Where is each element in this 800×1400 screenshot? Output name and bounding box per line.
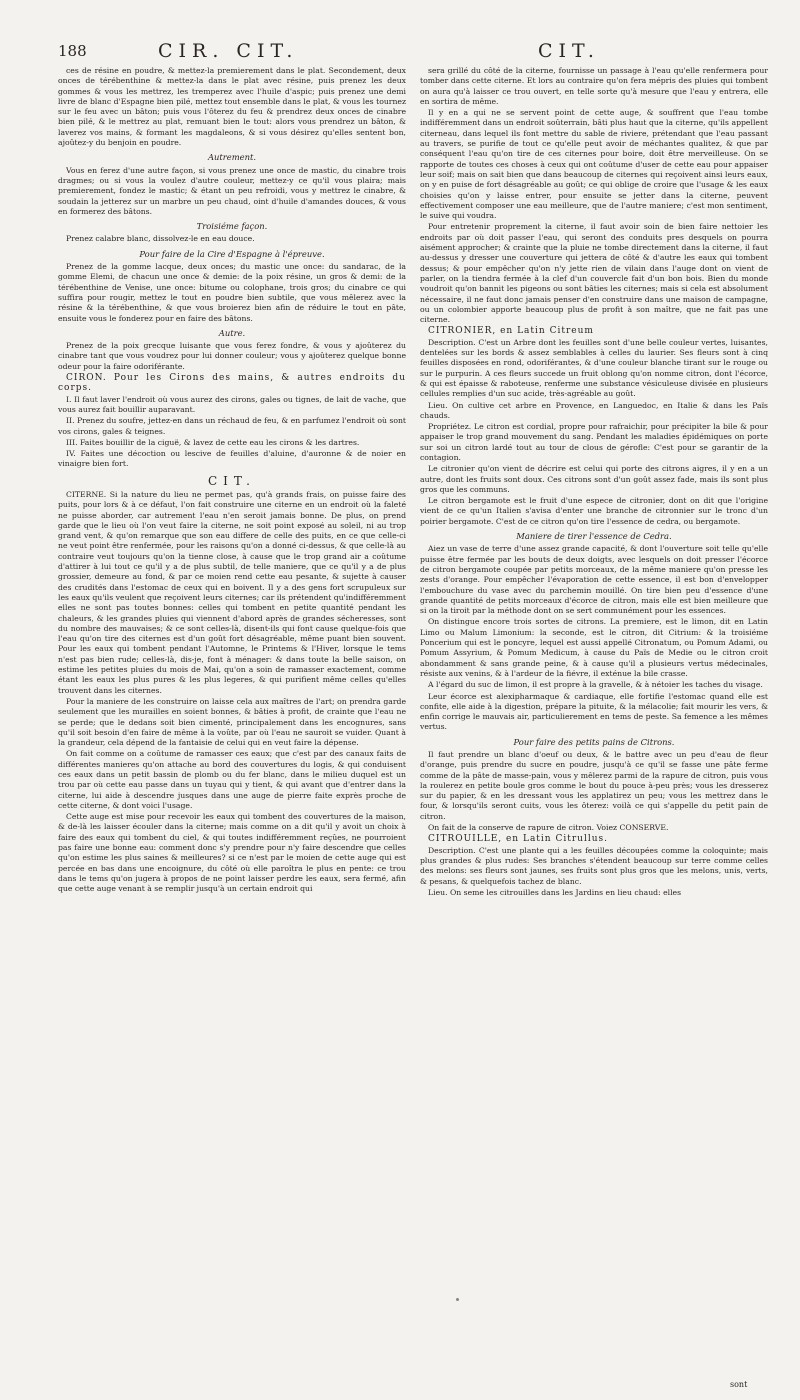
paragraph: Leur écorce est alexipharmaque & cardiaque, elle fortifie l'estomac quand elle est confite, elle aide à la digestion, prépare la pituite, & la mélacolie; fait mourir les vers, & enfin corrige le mauvais air, particulierement en tems de peste. Sa femence a les mêmes vertus. [420, 691, 768, 732]
paragraph: Le citronier qu'on vient de décrire est celui qui porte des citrons aigres, il y en a un autre, dont les fruits sont doux. Ces citrons sont d'un goût assez fade, mais ils sont plus gros que les communs. [420, 464, 768, 494]
paragraph: On fait de la conserve de rapure de citron. Voiez CONSERVE. [428, 823, 669, 833]
paragraph: Description. C'est une plante qui a les feuilles découpées comme la coloquinte; mais plus grandes & plus rudes: Ses branches s'étendent beaucoup sur terre comme celles des melons: ses fleurs sont jaunes, ses fruits sont plus gros que les melons, unis, verts, & pesans, & quelquefois tachez de blanc. [420, 845, 768, 886]
paragraph: Prenez calabre blanc, dissolvez-le en eau douce. [66, 234, 255, 244]
paragraph: On distingue encore trois sortes de citrons. La premiere, est le limon, dit en Latin Limo ou Malum Limonium: la seconde, est le citron, dit Citrium: & la troisiéme Poncerium qui est le poncyre, lequel est aussi appellé Citronatum, ou Pomum Adami, ou Pomum Assyrium, & Pomum Medicum, à cause du Païs de Medie ou le citron croit abondamment & sans grande peine, & à cause qu'il a plusieurs vertus médecinales, résiste aux venins, & à l'ardeur de la fiévre, il exténue la bile crasse. [420, 617, 768, 678]
subheading: Troisiéme façon. [196, 221, 268, 232]
numbered-item: II. Prenez du soufre, jettez-en dans un réchaud de feu, & en parfumez l'endroit où sont vos cirons, gales & teignes. [58, 416, 406, 436]
right-column [420, 66, 768, 1296]
paragraph: Il faut prendre un blanc d'oeuf ou deux, & le battre avec un peu d'eau de fleur d'orange, puis prendre du sucre en poudre, jusqu'à ce qu'il se fasse une pâte ferme comme de la pâte de masse-pain, vous y mêlerez parmi de la rapure de citron, puis vous la roulerez en petite boule gros comme le bout du pouce à-peu près; vous les dresserez sur du papier, & en les dressant vous les applatirez un peu; vous les mettrez dans le four, & lorsqu'ils seront cuits, vous les ôterez: voilà ce qui s'appelle du petit pain de citron. [420, 750, 768, 821]
subheading: Maniere de tirer l'essence de Cedra. [516, 531, 672, 542]
ink-speck [456, 1298, 459, 1301]
running-head-right: CIT. [538, 40, 600, 62]
subheading: Autrement. [207, 152, 257, 163]
paragraph: Description. C'est un Arbre dont les feuilles sont d'une belle couleur vertes, luisantes, dentelées sur les bords & assez semblables à celles du laurier. Ses fleurs sont à cinq feuilles disposées en rond, odoriférantes, & d'une couleur blanche tirant sur le rouge ou sur le purpurin. A ces fleurs succede un fruit oblong qu'on nomme citron, dont l'écorce, & qui est épaisse & raboteuse, renferme une substance vésiculeuse divisée en plusieurs cellules remplies d'un suc acide, très-agréable au goût. [420, 337, 768, 399]
paragraph: Lieu. On seme les citrouilles dans les Jardins en lieu chaud: elles [428, 887, 682, 897]
paragraph: sera grillé du côté de la citerne, fournisse un passage à l'eau qu'elle renfermera pour tomber dans cette citerne. Et lors au contraire qu'on fera mépris des pluies qui tombent on aura qu'à laisser ce trou ouvert, en telle sorte qu'à mesure que l'eau y entrera, elle en sortira de même. [420, 66, 768, 106]
entry-heading-citrouille: CITROUILLE, en Latin Citrullus. [428, 834, 608, 845]
paragraph: A l'égard du suc de limon, il est propre à la gravelle, & à nétoier les taches du visage. [428, 680, 763, 690]
paragraph: Lieu. On cultive cet arbre en Provence, en Languedoc, en Italie & dans les Païs chauds. [420, 400, 768, 420]
paragraph: Prenez de la poix grecque luisante que vous ferez fondre, & vous y ajoûterez du cinabre tant que vous voudrez pour lui donner couleur; vous y ajoûterez quelque bonne odeur pour la faire odoriférante. [58, 341, 406, 371]
numbered-item: I. Il faut laver l'endroit où vous aurez des cirons, gales ou tignes, de lait de vache, que vous aurez fait bouillir auparavant. [58, 394, 406, 414]
paragraph: Vous en ferez d'une autre façon, si vous prenez une once de mastic, du cinabre trois dragmes; ou si vous la voulez d'autre couleur, mettez-y ce qu'il vous plaira; mais premierement, fondez le mastic; & étant un peu refroidi, vous y mettrez le cinabre, & soudain la jetterez sur un marbre un peu chaud, oint d'huile d'amandes douces, & vous en formerez des bâtons. [58, 165, 406, 216]
entry-heading-citronier: CITRONIER, en Latin Citreum [428, 326, 594, 337]
paragraph: Propriétez. Le citron est cordial, propre pour rafraichir, pour précipiter la bile & pour appaiser le trop grand mouvement du sang. Pendant les maladies épidémiques on porte sur soi un citron lardé tout au tour de clous de gérofle: C'est pour se garantir de la contagion. [420, 422, 768, 462]
paragraph: ces de résine en poudre, & mettez-la premierement dans le plat. Secondement, deux onces de térébenthine & mettez-la dans le plat avec résine, puis prenez les deux gommes & vous les mettrez, les tremperez avec l'huile d'aspic; puis prenez une demi livre de blanc d'Espagne bien pilé, mettez tout ensemble dans le plat, & vous les tournez sur le feu avec un bâton; puis vous l'ôterez du feu & prendrez deux onces de cinabre bien pilé, & le mettrez au plat, remuant bien le tout: alors vous prendrez un bâton, & laverez vos mains, & formant les magdaleons, & si vous désirez qu'elles sentent bon, ajoûtez-y du benjoin en poudre. [58, 66, 406, 148]
left-column [58, 66, 406, 1282]
paragraph: Pour la maniere de les construire on laisse cela aux maîtres de l'art; on prendra garde seulement que les murailles en soient bonnes, & bâties à profit, de crainte que l'eau ne se perde; que le dedans soit bien cimenté, principalement dans les encognures, sans qu'il soit besoin d'en faire de même à la voûte, par où l'eau ne sauroit se vuider. Quant à la grandeur, cela dépend de la fantaisie de celui qui en veut faire la dépense. [58, 696, 406, 748]
subheading: Pour faire de la Cire d'Espagne à l'épreuve. [139, 248, 325, 259]
catchword: sont [730, 1380, 748, 1389]
paragraph: Le citron bergamote est le fruit d'une espece de citronier, dont on dit que l'origine vient de ce qu'un Italien s'avisa d'enter une branche de citronnier sur le tronc d'un poirier bergamote. C'est de ce citron qu'on tire l'essence de cedra, ou bergamote. [420, 496, 768, 526]
numbered-item: IV. Faites une décoction ou lescive de feuilles d'aluine, d'auronne & de noier en vinaigre bien fort. [58, 449, 406, 469]
paragraph: On fait comme on a coûtume de ramasser ces eaux; que c'est par des canaux faits de différentes manieres qu'on attache au bord des couvertures du logis, & qui conduisent ces eaux dans un petit bassin de plomb ou du fer blanc, dans le milieu duquel est un trou par où cette eau passe dans un tuyau qui y tient, & qui avant que d'entrer dans la citerne, lui aide à descendre jusques dans une auge de pierre faite exprès proche de cette citerne, & dont voici l'usage. [58, 749, 406, 810]
section-heading: CIT. [208, 473, 256, 488]
numbered-item: III. Faites bouillir de la ciguë, & lavez de cette eau les cirons & les dartres. [66, 437, 360, 447]
subheading: Autre. [218, 327, 246, 338]
paragraph: Il y en a qui ne se servent point de cette auge, & souffrent que l'eau tombe indifféremment dans un endroit soûterrain, bâti plus haut que la citerne, qu'ils appellent citerneau, dans lequel ils font mettre du sable de riviere, prétendant que l'eau passant au travers, se purifie de tout ce qu'elle peut avoir de méchantes qualitez, & que par conséquent l'eau qu'on tire de ces citernes pour boire, doit être merveilleuse. On se rapporte de toutes ces choses à ceux qui ont coûtume d'user de cette eau pour appaiser leur soif; mais on sait bien que dans beaucoup de citernes qui reçoivent ainsi leurs eaux, on y en puise de fort désagréable au goût; ce qui oblige de croire que l'usage & les eaux choisies qu'on y laisse entrer, pour ensuite se jetter dans la citerne, peuvent effectivement composer une eau meilleure, que de l'autre maniere; c'est mon sentiment, le suive qui voudra. [420, 108, 768, 221]
paragraph: Pour entretenir proprement la citerne, il faut avoir soin de bien faire nettoier les endroits par où doit passer l'eau, qui seront des conduits pres desquels on pourra aisément approcher; & crainte que la pluie ne tombe directement dans la citerne, il faut au-dessus y dresser une couverture qui jettera de côté & d'autre les eaux qui tombent dessus; & pour empêcher qu'on n'y jette rien de vilain dans l'auge dont on vient de parler, on la tiendra fermée à la clef d'un couvercle fait d'un bon bois. Bien du monde voudroit qu'on bannit les pigeons ou sont bâties les citernes; mais si cela est absolument nécessaire, il ne faut donc jamais penser d'en construire dans une maison de campagne, ou un colombier apporte beaucoup plus de profit à son maître, que ne fait pas une citerne. [420, 222, 768, 325]
paragraph: Aiez un vase de terre d'une assez grande capacité, & dont l'ouverture soit telle qu'elle puisse être fermée par les bouts de deux doigts, avec lesquels on doit presser l'écorce de citron bergamote coupée par petits morceaux, de la même maniere qu'on presse les zests d'orange. Pour empêcher l'évaporation de cette essence, il est bon d'envelopper l'embouchure du vase avec du parchemin mouillé. On tire bien peu d'essence d'une grande quantité de petits morceaux d'écorce de citron, mais elle est bien meilleure que si on la tiroit par la méthode dont on se sert communément pour les essences. [420, 544, 768, 616]
paragraph: Prenez de la gomme lacque, deux onces; du mastic une once: du sandarac, de la gomme Elemi, de chacun une once & demie: de la poix résine, un gros & demi: de la térébenthine de Venise, une once: bitume ou colophane, trois gros; du cinabre ce qui suffira pour rougir, mettez le tout en poudre bien subtile, que vous mêlerez avec la résine & la térébenthine, & que vous broierez bien afin de réduire le tout en pâte, ensuite vous le fonderez pour en faire des bâtons. [58, 262, 406, 323]
entry-citerne: CITERNE. Si la nature du lieu ne permet pas, qu'à grands frais, on puisse faire des puits, pour lors & à ce défaut, l'on fait construire une citerne en un endroit où la faleté ne puisse aborder, car autrement l'eau n'en seroit jamais bonne. De plus, on prend garde que le lieu où l'on veut faire la citerne, ne soit point exposé au soleil, ni au trop grand vent, & qu'on remarque que son eau differe de celle des puits, en ce que celle-ci ne veut point être renfermée, pour les raisons qu'on a donné ci-dessus, & que celle-là au contraire veut toujours qu'on la tienne close, à cause que le trop grand air a coûtume d'attirer à lui tout ce qu'il y a de plus subtil, de telle maniere, que ce qu'il y a de plus grossier, demeure au fond, & par ce moien rend cette eau pesante, & sujette à causer des crudités dans l'estomac de ceux qui en boivent. Il y a des gens fort scrupuleux sur les eaux qu'ils veulent que reçoivent leurs citernes; car ils prétendent qu'indifféremment elles ne sont pas toutes bonnes: celles qui tombent en petite quantité pendant les chaleurs, & les grandes pluies qui viennent d'abord après de grandes sécheresses, sont du nombre des mauvaises; & ce sont celles-là, disent-ils qui font cause quelque-fois que l'eau qu'on tire des citernes est d'un goût fort désagréable, même puant bien souvent. Pour les eaux qui tombent pendant l'Automne, le Printems & l'Hiver, lorsque le tems n'est pas bien rude; celles-là, dis-je, font à ménager: & dans toute la belle saison, on estime les petites pluies du mois de Mai, qu'on a soin de ramasser exactement, comme étant les eaux les plus pures & les plus legeres, & qui purifient même celles qu'elles trouvent dans les citernes. [58, 489, 406, 695]
subheading: Pour faire des petits pains de Citrons. [513, 736, 675, 747]
page-header [58, 40, 760, 66]
entry-heading-ciron: CIRON. Pour les Cirons des mains, & autres endroits du corps. [58, 373, 406, 394]
paragraph: Cette auge est mise pour recevoir les eaux qui tombent des couvertures de la maison, & de-là les laisser écouler dans la citerne; mais comme on a dit qu'il y avoit un choix à faire des eaux qui tombent du ciel, & qui toutes indifféremment reçûes, ne pourroient pas faire une bonne eau: comment donc s'y prendre pour n'y faire descendre que celles qu'on estime les plus saines & meilleures? si ce n'est par le moien de cette auge qui est percée en bas dans une encoignure, du côté où elle paroîtra le plus en pente: ce trou dans le tems qu'on jugera à propos de ne point laisser perdre les eaux, sera fermé, afin que cette auge venant à se remplir jusqu'à un certain endroit qui [58, 812, 406, 894]
page-number: 188 [58, 42, 87, 60]
running-head-left: CIR. CIT. [158, 40, 299, 62]
